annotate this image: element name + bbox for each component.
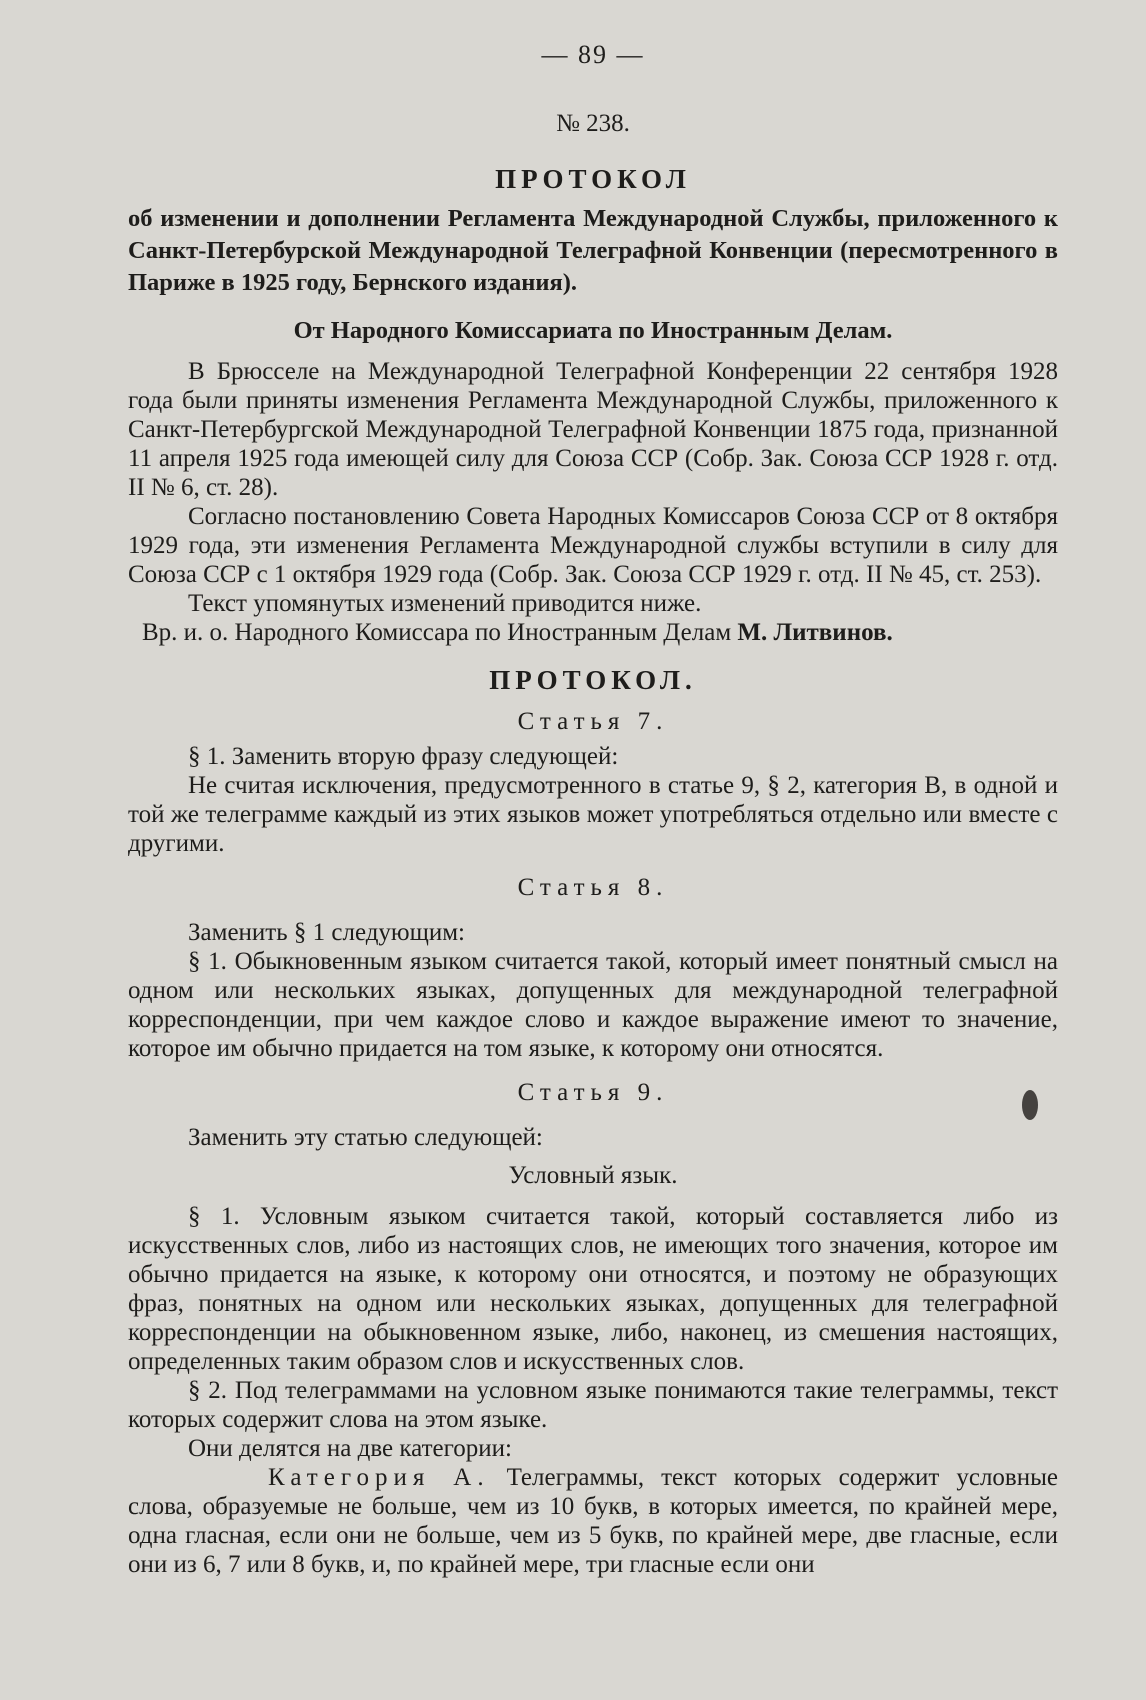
signature-text: Вр. и. о. Народного Комиссара по Иностранным Делам (142, 619, 732, 646)
intro-paragraph-3: Текст упомянутых изменений приводится ниже. (188, 590, 702, 617)
document-title: ПРОТОКОЛ (495, 164, 691, 194)
article-8-line-2: § 1. Обыкновенным языком считается такой, который имеет понятный смысл на одном или нескольких языках, допущенных для международной телеграфной корреспонденции, при чем каждое слово и каждое выражение имеют то значение, которое им обычно придается на том языке, к которому они относятся. (128, 948, 1058, 1062)
category-a-label: Категория А. (268, 1464, 490, 1491)
issuing-authority: От Народного Комиссариата по Иностранным Делам. (293, 317, 893, 344)
category-a-text: Телеграммы, текст которых содержит условные слова, образуемые не больше, чем из 10 букв, в которых имеется, по крайней мере, одна гласная, если они не больше, чем из 5 букв, по крайней мере, две гласные, если они из 6, 7 или 8 букв, и, по крайней мере, три гласные если они (128, 1464, 1058, 1578)
protocol-title: ПРОТОКОЛ. (489, 665, 697, 695)
article-9-line-3: Они делятся на две категории: (188, 1435, 512, 1462)
document-number: № 238. (556, 110, 630, 137)
article-8-heading: Статья 8. (517, 874, 669, 901)
category-a-paragraph (128, 1463, 1058, 1579)
article-9-subheading: Условный язык. (508, 1162, 678, 1189)
page-number: — 89 — (541, 40, 645, 69)
intro-paragraph-1: В Брюсселе на Международной Телеграфной Конференции 22 сентября 1928 года были приняты изменения Регламента Международной Службы, приложенного к Санкт-Петербургской Международной Телеграфной Конвенции 1875 года, признанной 11 апреля 1925 года имеющей силу для Союза ССР (Собр. Зак. Союза ССР 1928 г. отд. II № 6, ст. 28). (128, 358, 1058, 501)
article-9-intro: Заменить эту статью следующей: (188, 1124, 543, 1151)
article-9-heading: Статья 9. (517, 1079, 669, 1106)
article-9-line-1: § 1. Условным языком считается такой, который составляется либо из искусственных слов, либо из настоящих слов, не имеющих того значения, которое им обычно придается на языке, к которому они относятся, и поэтому не образующих фраз, понятных на одном или нескольких языках, допущенных для телеграфной корреспонденции на обыкновенном языке, либо, наконец, из смешения настоящих, определенных таким образом слов и искусственных слов. (128, 1203, 1058, 1375)
signature-line (142, 618, 1058, 647)
article-7-line-2: Не считая исключения, предусмотренного в статье 9, § 2, категория В, в одной и той же телеграмме каждый из этих языков может употребляться отдельно или вместе с другими. (128, 772, 1058, 857)
ink-blot-mark (1022, 1090, 1038, 1120)
signature-name: М. Литвинов. (737, 619, 893, 646)
article-7-line-1: § 1. Заменить вторую фразу следующей: (188, 743, 619, 770)
document-subtitle: об изменении и дополнении Регламента Международной Службы, приложенного к Санкт-Петербурской Международной Телеграфной Конвенции (пересмотренного в Париже в 1925 году, Бернского издания). (128, 205, 1058, 296)
article-9-line-2: § 2. Под телеграммами на условном языке понимаются такие телеграммы, текст которых содержит слова на этом языке. (128, 1377, 1058, 1433)
article-8-line-1: Заменить § 1 следующим: (188, 919, 466, 946)
intro-paragraph-2: Согласно постановлению Совета Народных Комиссаров Союза ССР от 8 октября 1929 года, эти изменения Регламента Международной службы вступили в силу для Союза ССР с 1 октября 1929 года (Собр. Зак. Союза ССР 1929 г. отд. II № 45, ст. 253). (128, 503, 1058, 588)
article-7-heading: Статья 7. (517, 708, 669, 735)
